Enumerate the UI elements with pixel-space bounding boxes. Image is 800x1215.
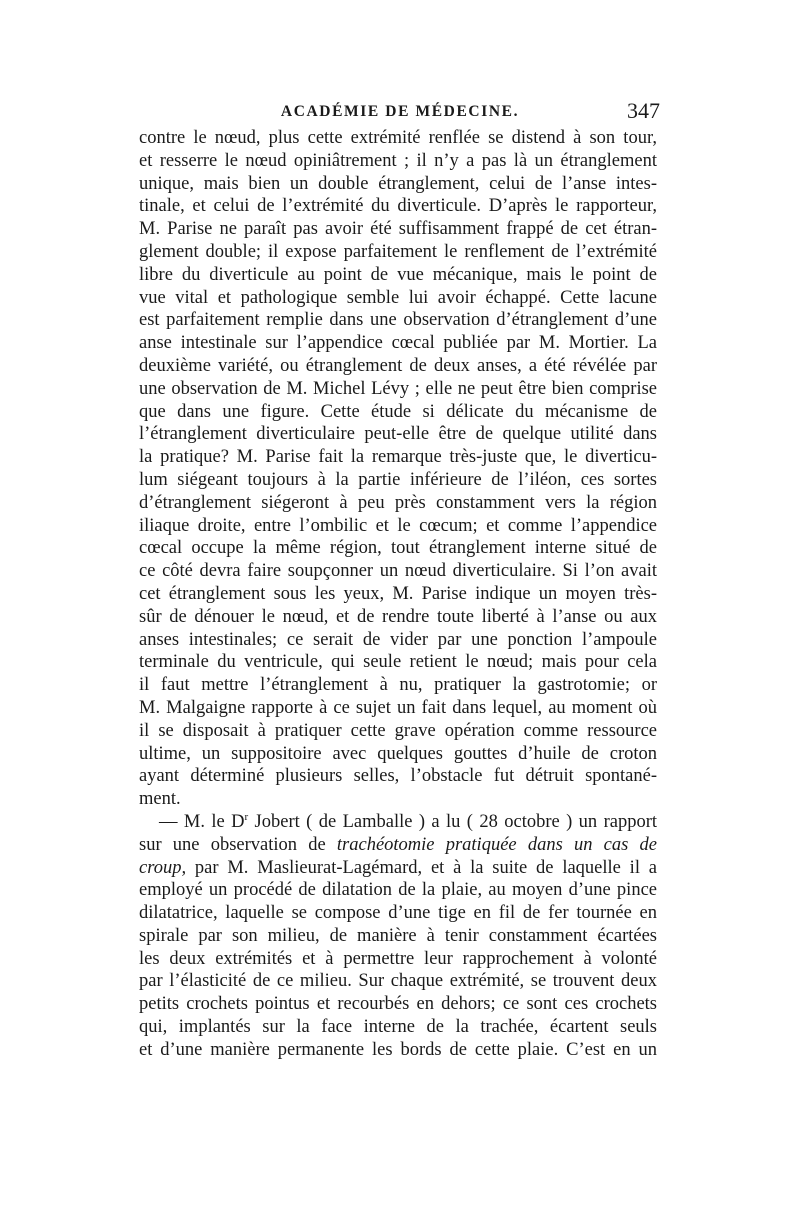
- text-line: tinale, et celui de l’extrémité du diverticule. D’après le rapporteur,: [139, 196, 657, 217]
- text-line: spirale par son milieu, de manière à tenir constamment écartées: [139, 925, 657, 946]
- italic-text: trachéotomie pratiquée dans un cas de: [336, 834, 657, 855]
- text-line: M. Malgaigne rapporte à ce sujet un fait dans lequel, au moment où: [139, 697, 657, 718]
- text-line: sûr de dénouer le nœud, et de rendre toute liberté à l’anse ou aux: [139, 606, 657, 627]
- text-line: est parfaitement remplie dans une observation d’étranglement d’une: [139, 310, 657, 331]
- text-fragment: par M. Maslieurat-Lagémard, et à la suite de laquelle il a: [186, 857, 657, 878]
- italic-text: croup,: [139, 857, 187, 878]
- text-line: les deux extrémités et à permettre leur rapprochement à volonté: [139, 948, 657, 969]
- paragraph-second: [139, 811, 657, 1062]
- page-number: 347: [627, 98, 660, 123]
- text-line: ultime, un suppositoire avec quelques gouttes d’huile de croton: [139, 743, 657, 764]
- text-line: d’étranglement siégeront à peu près constamment vers la région: [139, 492, 657, 513]
- text-line: [139, 834, 657, 857]
- text-line: glement double; il expose parfaitement le renflement de l’extrémité: [139, 241, 657, 262]
- text-line: M. Parise ne paraît pas avoir été suffisamment frappé de cet étran-: [139, 219, 657, 240]
- text-fragment: — M. le D: [159, 811, 245, 832]
- text-line: cet étranglement sous les yeux, M. Parise indique un moyen très-: [139, 583, 657, 604]
- text-line: contre le nœud, plus cette extrémité renflée se distend à son tour,: [139, 128, 657, 148]
- text-line: petits crochets pointus et recourbés en dehors; ce sont ces crochets: [139, 994, 657, 1015]
- text-line: iliaque droite, entre l’ombilic et le cœcum; et comme l’appendice: [139, 515, 657, 536]
- text-line: dilatatrice, laquelle se compose d’une tige en fil de fer tournée en: [139, 903, 657, 924]
- running-title: ACADÉMIE DE MÉDECINE.: [280, 103, 520, 120]
- text-line: deuxième variété, ou étranglement de deux anses, a été révélée par: [139, 355, 657, 376]
- text-line: une observation de M. Michel Lévy ; elle ne peut être bien comprise: [139, 378, 657, 399]
- text-line: par l’élasticité de ce milieu. Sur chaque extrémité, se trouvent deux: [139, 971, 657, 992]
- text-line: que dans une figure. Cette étude si délicate du mécanisme de: [139, 401, 657, 422]
- text-line: terminale du ventricule, qui seule retient le nœud; mais pour cela: [139, 652, 657, 673]
- text-line: la pratique? M. Parise fait la remarque très-juste que, le diverticu-: [139, 447, 657, 468]
- text-line: lum siégeant toujours à la partie inférieure de l’iléon, ces sortes: [139, 469, 657, 490]
- running-head: [140, 98, 660, 128]
- text-line: et d’une manière permanente les bords de cette plaie. C’est en un: [139, 1039, 657, 1060]
- text-line: vue vital et pathologique semble lui avoir échappé. Cette lacune: [139, 287, 657, 308]
- text-line: unique, mais bien un double étranglement, celui de l’anse intes-: [139, 173, 657, 194]
- text-fragment: sur une observation de: [139, 834, 337, 855]
- text-line: libre du diverticule au point de vue mécanique, mais le point de: [139, 264, 657, 285]
- text-line: il faut mettre l’étranglement à nu, pratiquer la gastrotomie; or: [139, 675, 657, 696]
- text-line: cœcal occupe la même région, tout étranglement interne situé de: [139, 538, 657, 559]
- text-line: l’étranglement diverticulaire peut-elle être de quelque utilité dans: [139, 424, 657, 445]
- superscript: r: [244, 810, 249, 823]
- text-line: et resserre le nœud opiniâtrement ; il n’y a pas là un étranglement: [139, 150, 657, 171]
- text-line: employé un procédé de dilatation de la plaie, au moyen d’une pince: [139, 880, 657, 901]
- paragraph-first: [139, 127, 657, 811]
- text-line: [139, 811, 657, 834]
- text-line: il se disposait à pratiquer cette grave opération comme ressource: [139, 720, 657, 741]
- text-line: ayant déterminé plusieurs selles, l’obstacle fut détruit spontané-: [139, 766, 657, 787]
- body-text: [139, 127, 657, 1062]
- text-line: [139, 857, 657, 880]
- text-line: anse intestinale sur l’appendice cœcal publiée par M. Mortier. La: [139, 333, 657, 354]
- text-fragment: Jobert ( de Lamballe ) a lu ( 28 octobre ) un rapport: [248, 811, 657, 832]
- text-line: anses intestinales; ce serait de vider par une ponction l’ampoule: [139, 629, 657, 650]
- text-line: qui, implantés sur la face interne de la trachée, écartent seuls: [139, 1017, 657, 1038]
- text-line: ce côté devra faire soupçonner un nœud diverticulaire. Si l’on avait: [139, 561, 657, 582]
- paragraph-second-rest: [139, 879, 657, 1061]
- text-line: ment.: [139, 789, 181, 810]
